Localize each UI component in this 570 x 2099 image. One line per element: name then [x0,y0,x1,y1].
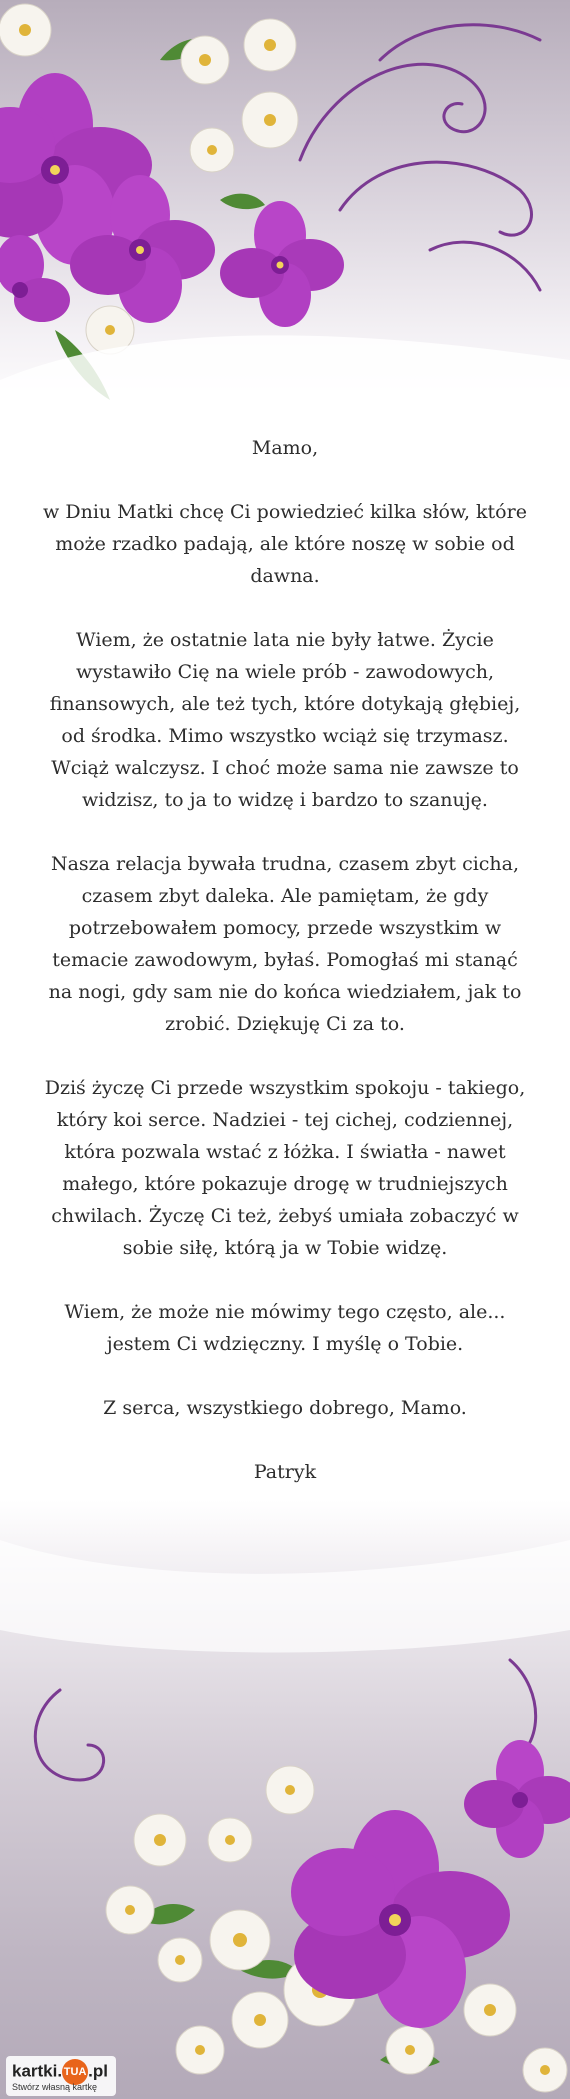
paragraph-4: Dziś życzę Ci przede wszystkim spokoju - takiego, który koi serce. Nadziei - tej cichej, codziennej, która pozwala wstać z łóżka. I światła - nawet małego, które pokazuje drogę w trudniejszych chwilach. Życzę Ci też, żebyś umiała zobaczyć w sobie siłę, którą ja w Tobie widzę. [44,1077,526,1259]
signature: Patryk [253,1461,317,1483]
brand-tagline: Stwórz własną kartkę [12,2082,98,2092]
paragraph-2: Wiem, że ostatnie lata nie były łatwe. Życie wystawiło Cię na wiele prób - zawodowych, finansowych, ale też tych, które dotykają głębiej, od środka. Mimo wszystko wciąż się trzymasz. Wciąż walczysz. I choć może sama nie zawsze to widzisz, to ja to widzę i bardzo to szanuję. [49,629,521,811]
floral-footer-art [0,1540,570,2099]
paragraph-1: w Dniu Matki chcę Ci powiedzieć kilka słów, które może rzadko padają, ale które noszę w sobie od dawna. [43,501,527,587]
brand-logo-mark: TUA [62,2059,88,2085]
paragraph-5: Wiem, że może nie mówimy tego często, ale... jestem Ci wdzięczny. I myślę o Tobie. [64,1301,506,1355]
salutation: Mamo, [251,437,319,459]
brand-badge[interactable] [6,2056,116,2096]
purple-flowers [291,1740,570,2028]
brand-logo: kartki. TUA .pl [12,2059,108,2085]
message-text [40,432,530,1488]
closing-line: Z serca, wszystkiego dobrego, Mamo. [103,1397,467,1419]
paragraph-3: Nasza relacja bywała trudna, czasem zbyt cicha, czasem zbyt daleka. Ale pamiętam, że gdy potrzebowałem pomocy, przede wszystkim w temacie zawodowym, byłaś. Pomogłaś mi stanąć na nogi, gdy sam nie do końca wiedziałem, jak to zrobić. Dziękuję Ci za to. [48,853,522,1035]
floral-header-art [0,0,570,430]
